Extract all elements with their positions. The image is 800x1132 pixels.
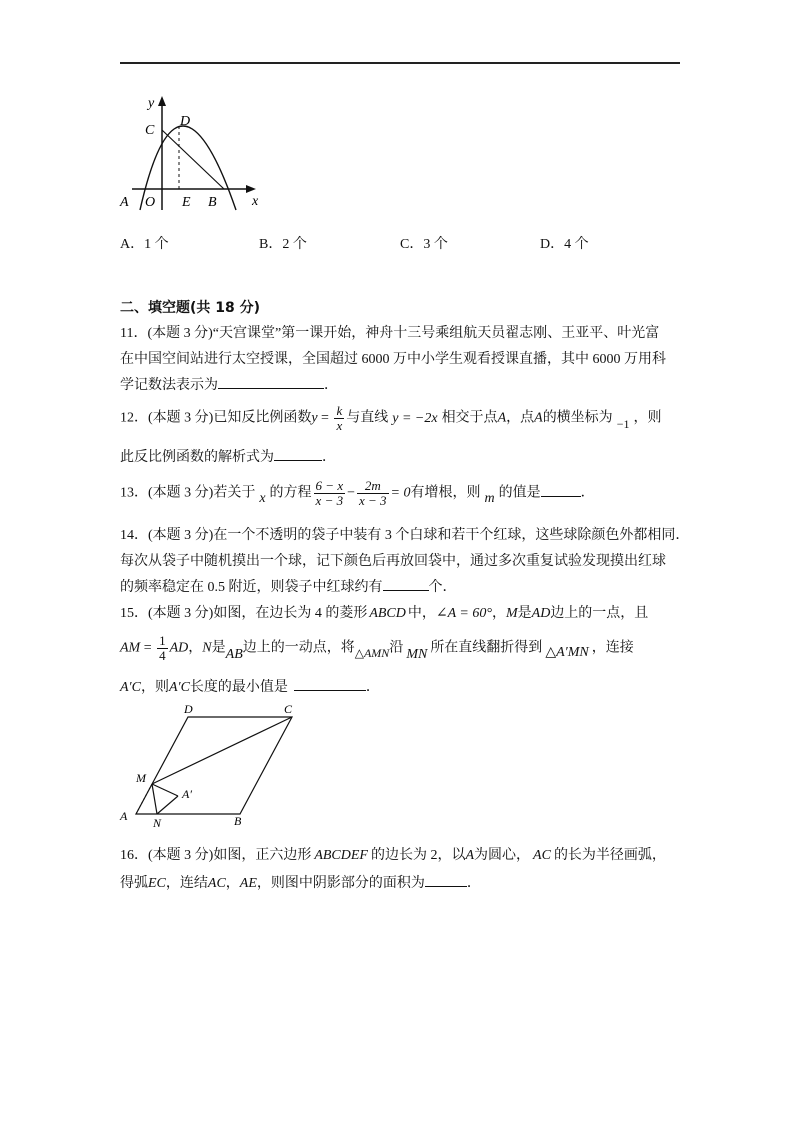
q12-neg-one: −1 xyxy=(616,416,630,431)
q16-end: ． xyxy=(466,876,481,891)
option-a: A．1 个 xyxy=(120,237,169,252)
q12-text-5: 的横坐标为 xyxy=(542,410,613,426)
q15-rhombus-name: ABCD xyxy=(369,606,406,621)
q15-point-m: M xyxy=(505,606,518,621)
q12-denominator: x xyxy=(336,418,343,433)
q13-m: m xyxy=(484,490,495,506)
q15-fraction xyxy=(157,634,168,663)
q15-ad: AD xyxy=(169,640,189,656)
q14-line2: 每次从袋子中随机摸出一个球，记下颜色后再放回袋中，通过多次重复试验发现摸出红球 xyxy=(120,554,666,569)
rhombus-abcd xyxy=(136,717,292,814)
q14-answer-blank[interactable] xyxy=(383,576,429,591)
q15-equals: = xyxy=(140,640,156,656)
q16-text-7: ，则图中阴影部分的面积为 xyxy=(256,876,425,891)
q15-text-13: 长度的最小值是 xyxy=(189,680,288,695)
label-d: D xyxy=(180,114,191,129)
q16-ac: AC xyxy=(533,848,551,863)
q15-am: AM xyxy=(120,640,141,656)
option-c: C．3 个 xyxy=(400,237,448,252)
q12-text-4: ，点 xyxy=(506,410,535,426)
q12-equals: = xyxy=(317,410,333,426)
q12-line2-text: 此反比例函数的解析式为 xyxy=(120,450,274,465)
q13-den2: x − 3 xyxy=(359,493,387,508)
q15-text-3: ， xyxy=(491,606,506,621)
segment-mc xyxy=(152,717,292,784)
label-n: N xyxy=(153,816,162,830)
q16-ae: AE xyxy=(239,876,257,891)
q13-line xyxy=(120,479,595,508)
q15-apc-2: A′C xyxy=(168,680,190,695)
q15-answer-blank[interactable] xyxy=(294,676,366,691)
label-c: C xyxy=(284,702,293,716)
label-x: x xyxy=(252,194,259,209)
q12-line-equation: y = −2x xyxy=(392,410,438,426)
label-d: D xyxy=(184,702,193,716)
q12-end: ． xyxy=(322,450,336,465)
q15-triangle-amn: △AMN xyxy=(354,645,390,660)
q11-line2: 在中国空间站进行太空授课，全国超过 6000 万中小学生观看授课直播，其中 6000 万用科 xyxy=(120,352,666,367)
q15-end: ． xyxy=(365,680,380,695)
q15-line1 xyxy=(120,602,648,622)
q12-numerator: k xyxy=(336,403,343,418)
rhombus-figure xyxy=(112,700,312,830)
q13-num1: 6 − x xyxy=(315,478,344,493)
q13-text-2: 的方程 xyxy=(269,485,312,501)
q11-end: ． xyxy=(324,378,338,393)
label-e: E xyxy=(182,195,191,210)
label-o: O xyxy=(145,195,156,210)
q11-line3 xyxy=(120,374,338,394)
label-a: A xyxy=(120,809,128,823)
q15-den: 4 xyxy=(159,648,166,663)
q12-y: y xyxy=(311,410,318,426)
q15-side-ab: AB xyxy=(225,646,243,662)
q15-text-8: 边上的一动点，将 xyxy=(242,640,355,656)
q13-fraction-1 xyxy=(314,479,346,508)
q12-text-1: 12．(本题 3 分)已知反比例函数 xyxy=(120,410,312,426)
q15-text-2: 中， xyxy=(407,606,436,621)
q15-side-ad: AD xyxy=(531,606,551,621)
q14-end: 个． xyxy=(428,580,457,595)
q14-line1: 14．(本题 3 分)在一个不透明的袋子中装有 3 个白球和若干个红球，这些球除颜色外都相同． xyxy=(120,528,690,543)
q15-angle: ∠A = 60° xyxy=(435,606,492,621)
label-b: B xyxy=(234,814,242,828)
q15-text-9: 沿 xyxy=(389,640,404,656)
q12-text-3: 相交于点 xyxy=(441,410,498,426)
q16-hexagon-name: ABCDEF xyxy=(314,848,368,863)
q12-text-2: 与直线 xyxy=(346,410,389,426)
label-a-prime: A′ xyxy=(182,787,192,801)
top-rule xyxy=(120,62,680,64)
q13-text-1: 13．(本题 3 分)若关于 xyxy=(120,485,256,501)
q11-answer-blank[interactable] xyxy=(218,374,324,389)
q15-line2 xyxy=(120,634,634,663)
q15-text-10: 所在直线翻折得到 xyxy=(430,640,543,656)
q15-text-5: 边上的一点，且 xyxy=(550,606,649,621)
q15-text-12: ，则 xyxy=(140,680,169,695)
q15-apc-1: A′C xyxy=(120,680,141,695)
q16-line2 xyxy=(120,872,481,892)
q16-text-2: 的边长为 2，以 xyxy=(370,848,466,863)
q16-text-1: 16．(本题 3 分)如图，正六边形 xyxy=(120,848,312,863)
q13-fraction-2 xyxy=(357,479,389,508)
q15-text-7: 是 xyxy=(211,640,226,656)
label-b: B xyxy=(208,195,217,210)
segment-mn xyxy=(152,784,157,814)
q15-text-1: 15．(本题 3 分)如图，在边长为 4 的菱形 xyxy=(120,606,368,621)
q13-equals-zero: = 0 xyxy=(390,485,411,501)
q15-text-11: ，连接 xyxy=(591,640,634,656)
q16-point-a: A xyxy=(465,848,475,863)
q11-line3-text: 学记数法表示为 xyxy=(120,378,218,393)
q13-answer-blank[interactable] xyxy=(541,482,581,497)
q13-text-4: 的值是 xyxy=(498,485,541,501)
q15-point-n: N xyxy=(202,640,212,656)
q16-line1 xyxy=(120,844,666,864)
segment-nap xyxy=(157,796,178,814)
option-d: D．4 个 xyxy=(540,237,589,252)
q14-line3-text: 的频率稳定在 0.5 附近，则袋子中红球约有 xyxy=(120,580,383,595)
q12-point-a: A xyxy=(497,410,507,426)
q15-num: 1 xyxy=(159,633,166,648)
x-axis-arrow-icon xyxy=(246,185,256,193)
q13-num2: 2m xyxy=(357,479,389,494)
q15-text-4: 是 xyxy=(517,606,532,621)
q16-text-6: ，连结 xyxy=(165,876,208,891)
q12-fraction xyxy=(334,404,344,433)
q12-point-a-2: A xyxy=(534,410,543,426)
segment-ma-dashed xyxy=(136,784,152,814)
q16-text-5: 得弧 xyxy=(120,876,148,891)
q13-end: ． xyxy=(580,485,595,501)
label-a: A xyxy=(120,195,129,210)
q16-answer-blank[interactable] xyxy=(425,872,467,887)
y-axis-arrow-icon xyxy=(158,96,166,106)
q15-triangle-apmn: △A′MN xyxy=(545,644,589,660)
q13-x: x xyxy=(259,490,266,506)
option-b: B．2 个 xyxy=(259,237,307,252)
label-m: M xyxy=(136,771,146,785)
q12-line1 xyxy=(120,404,661,433)
q13-den1: x − 3 xyxy=(315,493,344,508)
q16-ac-2: AC xyxy=(207,876,226,891)
segment-map xyxy=(152,784,178,796)
label-c: C xyxy=(145,123,155,138)
q15-text-6: ， xyxy=(188,640,203,656)
q12-answer-blank[interactable] xyxy=(274,446,322,461)
q12-text-6: ，则 xyxy=(633,410,662,426)
q16-comma: ， xyxy=(225,876,240,891)
q16-text-3: 为圆心， xyxy=(474,848,531,863)
section-title: 二、填空题(共 18 分) xyxy=(120,300,261,316)
parabola-figure xyxy=(112,90,262,215)
q16-arc-ec: EC xyxy=(148,876,166,891)
q16-text-4: 的长为半径画弧， xyxy=(553,848,666,863)
q15-line-mn: MN xyxy=(406,646,428,662)
label-y: y xyxy=(148,96,155,111)
q15-line3 xyxy=(120,676,380,696)
q13-minus: − xyxy=(347,485,355,501)
q12-line2 xyxy=(120,446,336,466)
q13-text-3: 有增根，则 xyxy=(410,485,481,501)
q14-line3 xyxy=(120,576,457,596)
q11-line1: 11．(本题 3 分)“天宫课堂”第一课开始，神舟十三号乘组航天员翟志刚、王亚平、叶光富 xyxy=(120,326,660,341)
